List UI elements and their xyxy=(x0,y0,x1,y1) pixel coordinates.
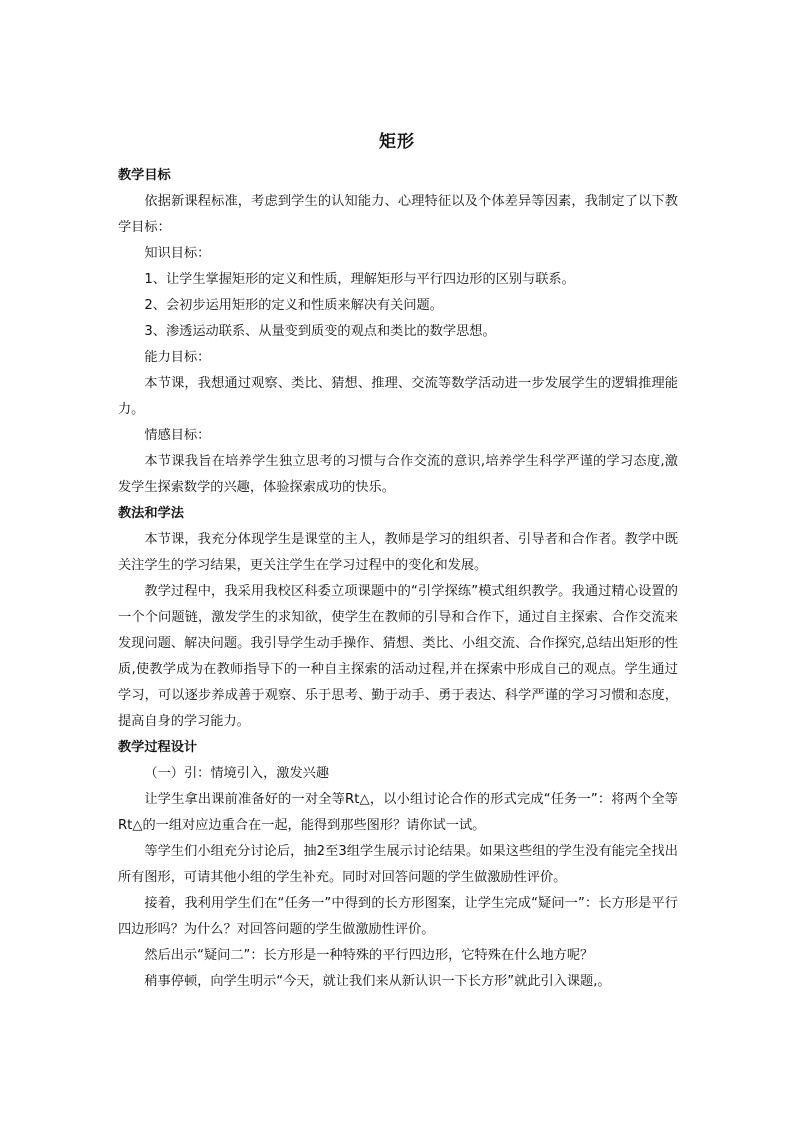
paragraph: 让学生拿出课前准备好的一对全等Rt△，以小组讨论合作的形式完成“任务一”：将两个全等Rt△的一组对应边重合在一起，能得到那些图形？请你试一试。 xyxy=(118,792,678,833)
paragraph: 本节课我旨在培养学生独立思考的习惯与合作交流的意识,培养学生科学严谨的学习态度,激发学生探索数学的兴趣，体验探索成功的快乐。 xyxy=(118,454,678,495)
paragraph: 然后出示“疑问二”：长方形是一种特殊的平行四边形，它特殊在什么地方呢？ xyxy=(144,948,594,963)
paragraph: 等学生们小组充分讨论后，抽2至3组学生展示讨论结果。如果这些组的学生没有能完全找出所有图形，可请其他小组的学生补充。同时对回答问题的学生做激励性评价。 xyxy=(118,844,678,885)
paragraph: 依据新课程标准，考虑到学生的认知能力、心理特征以及个体差异等因素，我制定了以下教学目标： xyxy=(118,194,678,235)
paragraph: 本节课，我充分体现学生是课堂的主人，教师是学习的组织者、引导者和合作者。教学中既关注学生的学习结果，更关注学生在学习过程中的变化和发展。 xyxy=(118,532,678,573)
paragraph: 稍事停顿，向学生明示“今天，就让我们来从新认识一下长方形”就此引入课题,。 xyxy=(144,974,611,989)
paragraph: 知识目标： xyxy=(144,246,211,261)
paragraph: 1、让学生掌握矩形的定义和性质，理解矩形与平行四边形的区别与联系。 xyxy=(144,272,575,287)
paragraph: 教学过程中，我采用我校区科委立项课题中的“引学探练”模式组织教学。我通过精心设置的一个个问题链，激发学生的求知欲，使学生在教师的引导和合作下，通过自主探索、合作交流来发现问题、解决问题。我引导学生动手操作、猜想、类比、小组交流、合作探究,总结出矩形的性质,使教学成为在教师指导下的一种自主探索的活动过程,并在探索中形成自己的观点。学生通过学习，可以逐步养成善于观察、乐于思考、勤于动手、勇于表达、科学严谨的学习习惯和态度，提高自身的学习能力。 xyxy=(118,584,678,729)
paragraph: 2、会初步运用矩形的定义和性质来解决有关问题。 xyxy=(144,298,443,313)
document-body xyxy=(118,163,678,995)
section-heading-objectives: 教学目标 xyxy=(118,168,171,183)
paragraph: 情感目标： xyxy=(144,428,211,443)
paragraph: 能力目标： xyxy=(144,350,211,365)
section-heading-process: 教学过程设计 xyxy=(118,740,198,755)
section-heading-methods: 教法和学法 xyxy=(118,506,184,521)
paragraph: （一）引：情境引入，激发兴趣 xyxy=(144,766,330,781)
document-title: 矩形 xyxy=(379,132,415,152)
paragraph: 3、渗透运动联系、从量变到质变的观点和类比的数学思想。 xyxy=(144,324,496,339)
paragraph: 本节课，我想通过观察、类比、猜想、推理、交流等数学活动进一步发展学生的逻辑推理能力。 xyxy=(118,376,678,417)
paragraph: 接着，我利用学生们在“任务一”中得到的长方形图案，让学生完成“疑问一”：长方形是平行四边形吗？为什么？对回答问题的学生做激励性评价。 xyxy=(118,896,678,937)
